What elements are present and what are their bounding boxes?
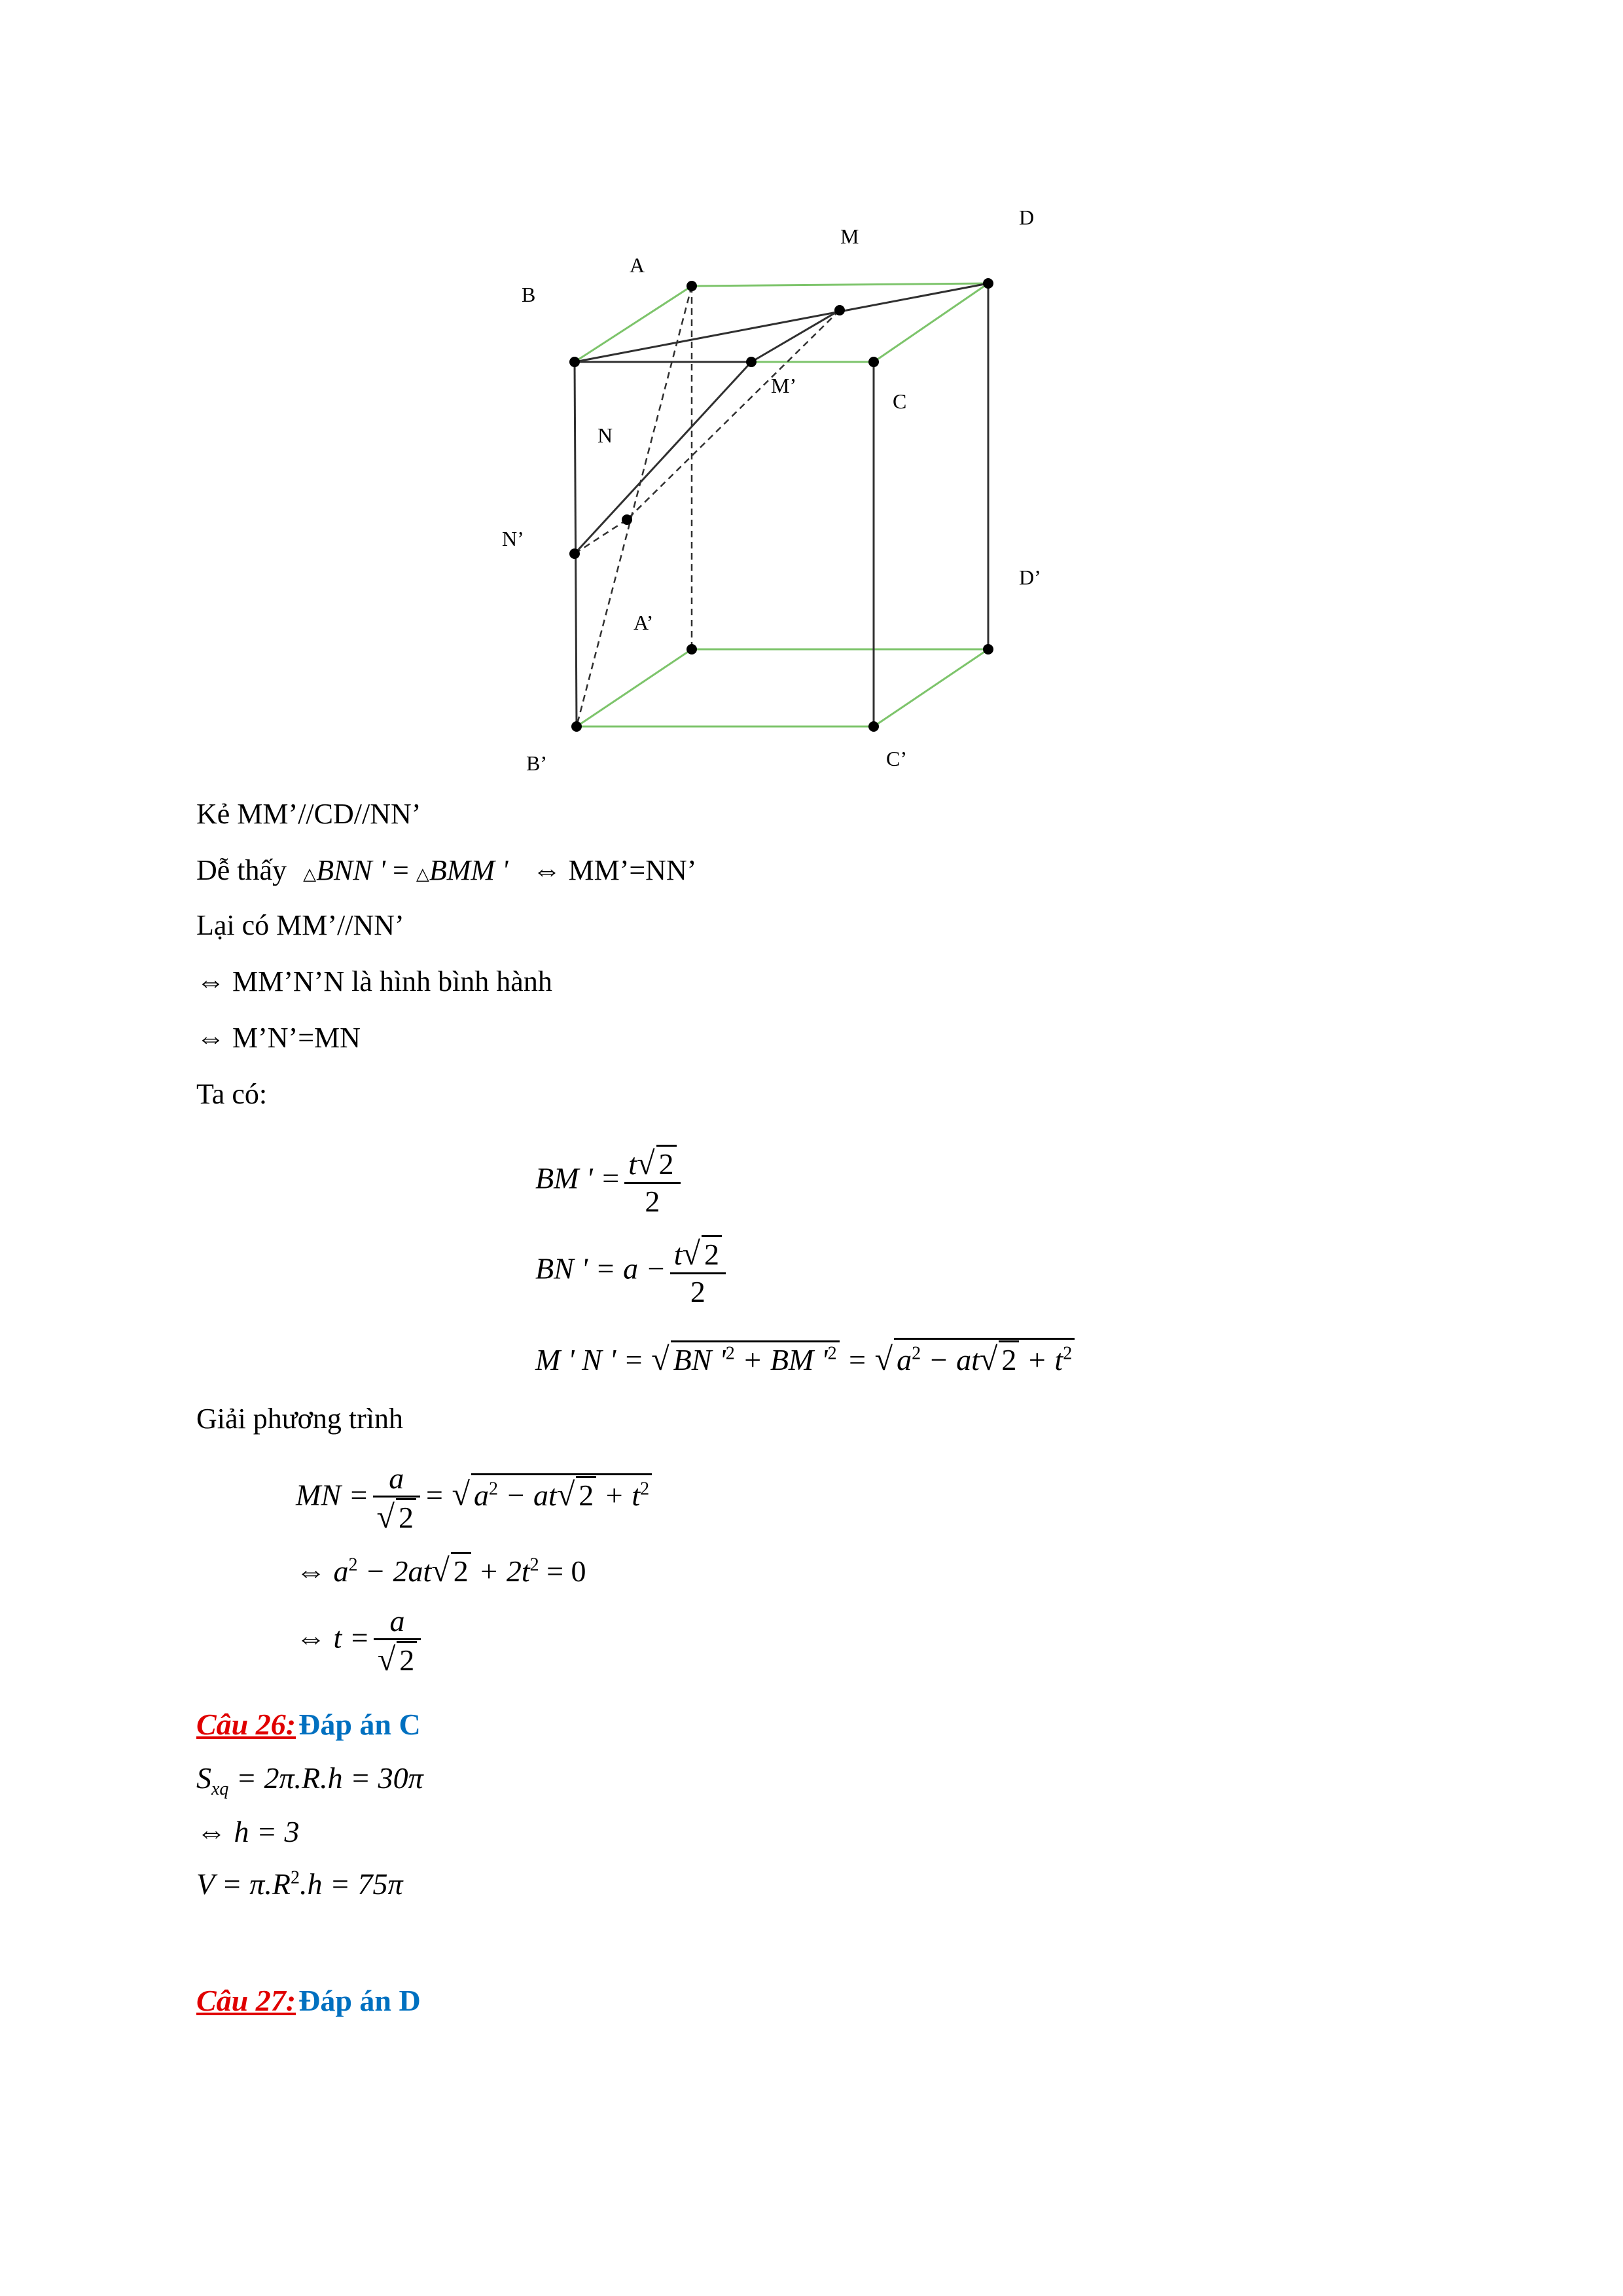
label-A1: A’ — [633, 611, 654, 634]
equation-v: $V = \pi.R^2.h = 75\pi$ — [196, 1867, 403, 1901]
question-26-answer: Đáp án C — [298, 1708, 421, 1741]
label-B: B — [522, 283, 536, 306]
equation-sxq: $S_{xq} = 2\pi.R.h = 30\pi$ — [196, 1761, 423, 1800]
equation-mn-prime: M ' N ' = √ BN '$^2$ + BM '$^2$ = √ $a^2 - at√$ $2 + t^2$ — [535, 1338, 1075, 1378]
fraction: $\frac{t√ 2}{2}$ — [670, 1234, 726, 1309]
label-D1: D’ — [1019, 565, 1041, 589]
text-line-mn — [196, 1021, 361, 1054]
edge-A-D — [692, 283, 988, 286]
label-B1: B’ — [526, 751, 547, 775]
edge-B-B1 — [575, 362, 577, 726]
point-D — [983, 278, 993, 289]
point-B — [569, 357, 580, 367]
segment-M-M1 — [751, 310, 840, 362]
tri-eq: = — [393, 854, 409, 886]
text-line-ke: Kẻ MM’//CD//NN’ — [196, 798, 421, 830]
point-M — [834, 305, 845, 315]
point-A — [687, 281, 697, 291]
tri-bnn: BNN ' — [316, 854, 386, 886]
hbh-text: MM’N’N là hình bình hành — [232, 965, 552, 997]
label-N1: N’ — [502, 527, 524, 550]
point-B1 — [571, 721, 582, 732]
de-thay-prefix: Dễ thấy — [196, 854, 287, 886]
point-N — [622, 514, 632, 525]
text-line-giai: Giải phương trình — [196, 1403, 403, 1435]
point-C — [868, 357, 879, 367]
label-D: D — [1019, 206, 1035, 229]
equiv-icon: ⇔ — [532, 854, 562, 886]
fraction: $\frac{t√ 2}{2}$ — [624, 1144, 680, 1219]
equiv-icon: ⇔ — [196, 1022, 225, 1054]
eq-bm-lhs: BM ' = — [535, 1161, 621, 1195]
prism-figure — [497, 190, 1073, 805]
label-M1: M’ — [771, 374, 797, 397]
mm-nn: MM’=NN’ — [568, 854, 697, 886]
mn-text: M’N’=MN — [232, 1022, 361, 1054]
triangle-icon: △ — [303, 865, 317, 884]
edge-B1-A1 — [577, 649, 692, 726]
equation-bn — [535, 1234, 730, 1309]
eq-bn-lhs: BN ' = a − — [535, 1251, 666, 1285]
equation-quadratic: ⇔ $a^2 - 2at√$ $2 + 2t^2 = 0$ — [296, 1552, 586, 1588]
segment-M-N — [627, 310, 840, 520]
question-27-answer: Đáp án D — [298, 1984, 421, 2017]
text-line-ta-co: Ta có: — [196, 1078, 268, 1110]
text-line-hbh — [196, 965, 552, 998]
label-N: N — [597, 423, 613, 447]
equation-bm — [535, 1144, 685, 1219]
triangle-icon: △ — [416, 865, 429, 884]
tri-bmm: BMM ' — [429, 854, 508, 886]
question-27-title: Câu 27: — [196, 1984, 296, 2017]
point-N1 — [569, 548, 580, 559]
segment-M1-N1 — [575, 362, 751, 554]
equation-h: ⇔ h = 3 — [196, 1815, 300, 1848]
label-C: C — [893, 389, 907, 413]
equation-mn: MN = $\frac{a}{√ 2}$ = √ $a^2 - at√$ $2 + t^2$ — [296, 1461, 652, 1535]
label-C1: C’ — [886, 747, 907, 770]
text-line-lai-co: Lại có MM’//NN’ — [196, 909, 404, 941]
question-26-heading — [196, 1707, 421, 1742]
label-M: M — [840, 224, 859, 248]
equation-solution-t: ⇔ t = $\frac{a}{√ 2}$ — [296, 1604, 425, 1678]
text-line-de-thay — [196, 853, 696, 887]
point-C1 — [868, 721, 879, 732]
point-M1 — [746, 357, 757, 367]
equiv-icon: ⇔ — [196, 965, 225, 997]
point-D1 — [983, 644, 993, 655]
question-26-title: Câu 26: — [196, 1708, 296, 1741]
label-A: A — [630, 253, 645, 277]
point-A1 — [687, 644, 697, 655]
question-27-heading — [196, 1983, 421, 2018]
edge-C1-D1 — [874, 649, 988, 726]
